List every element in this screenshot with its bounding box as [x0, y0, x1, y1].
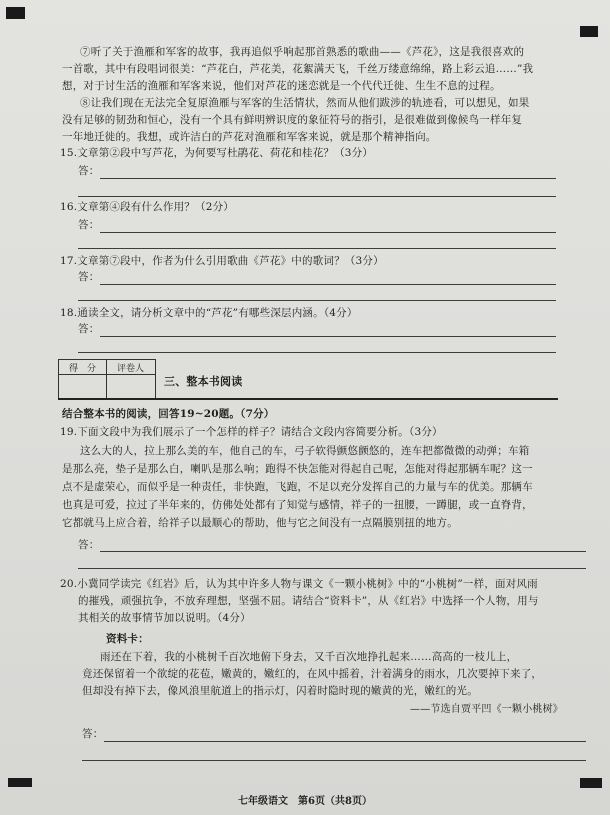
answer-line-16a[interactable]	[100, 232, 556, 233]
score-box-divider	[106, 360, 107, 398]
q19-excerpt-line4: 也真是可爱，拉过了半年来的，仿佛处处都有了知觉与感情，祥子的一扭腰，一蹲腿，或一直脊背，	[62, 499, 533, 511]
question-20-line3: 其相关的故事情节加以说明。（4分）	[78, 612, 251, 624]
answer-line-18b[interactable]	[78, 352, 556, 353]
answer-line-20a[interactable]	[104, 741, 586, 742]
answer-line-15b[interactable]	[78, 196, 556, 197]
passage-p8-line1: ⑧让我们现在无法完全复原渔雁与军客的生活情状，然而从他们跋涉的轨迹看，可以想见，如果	[80, 97, 530, 109]
q19-excerpt-line3: 点不是虚荣心，而似乎是一种责任，非快跑，飞跑，不足以充分发挥自己的力量与车的优美。那辆车	[62, 481, 533, 493]
question-20-line2: 的摧残，顽强抗争，不放弃理想，坚强不屈。请结合“资料卡”，从《红岩》中选择一个人物，用与	[78, 595, 539, 607]
page-footer: 七年级语文 第6页（共8页）	[238, 796, 372, 807]
answer-line-18a[interactable]	[100, 336, 556, 337]
resource-card-line2: 竟还保留着一个欲绽的花苞，嫩黄的，嫩红的，在风中摇着，汁着满身的雨水，几次要掉下来了，	[82, 668, 543, 680]
answer-line-19a[interactable]	[100, 551, 586, 552]
question-15: 15.文章第②段中写芦花，为何要写杜鹃花、荷花和桂花？（3分）	[60, 147, 374, 159]
answer-line-20b[interactable]	[82, 760, 586, 761]
resource-card-line3: 但却没有掉下去，像风浪里航道上的指示灯，闪着时隐时现的嫩黄的光，嫩红的光。	[82, 685, 478, 697]
answer-label-20: 答：	[82, 728, 104, 740]
answer-label-15: 答：	[78, 165, 100, 177]
section-3-instruction: 结合整本书的阅读，回答19~20题。（7分）	[62, 408, 275, 420]
resource-card-source: ——节选自贾平凹《一颗小桃树》	[410, 704, 563, 715]
answer-line-19b[interactable]	[78, 568, 586, 569]
section-3-title: 三、整本书阅读	[164, 375, 243, 388]
registration-mark-top-left	[6, 7, 25, 19]
answer-line-15a[interactable]	[100, 178, 556, 179]
question-19: 19.下面文段中为我们展示了一个怎样的样子？请结合文段内容简要分析。（3分）	[60, 426, 443, 438]
section-3-rule	[58, 398, 558, 400]
passage-p7-line1: ⑦听了关于渔雁和军客的故事，我再追似乎响起那首熟悉的歌曲——《芦花》，这是我很喜欢的	[80, 46, 525, 58]
registration-mark-top-right	[580, 26, 598, 37]
question-17: 17.文章第⑦段中，作者为什么引用歌曲《芦花》中的歌词？（3分）	[60, 255, 384, 267]
answer-line-16b[interactable]	[78, 248, 556, 249]
answer-label-19: 答：	[78, 539, 100, 551]
question-16: 16.文章第④段有什么作用？（2分）	[60, 201, 234, 213]
answer-label-18: 答：	[78, 323, 100, 335]
passage-p7-line3: 想，对于讨生活的渔雁和军客来说，他们对芦花的迷恋就是一个代代迁徙、生生不息的过程。	[62, 80, 501, 92]
q19-excerpt-line2: 是那么亮，垫子是那么白，喇叭是那么响；跑得不快怎能对得起自己呢，怎能对得起那辆车呢？这一	[62, 463, 533, 475]
resource-card-title: 资料卡：	[106, 633, 149, 645]
q19-excerpt-line1: 这么大的人，拉上那么美的车，他自己的车，弓子软得颤悠颤悠的，连车把都微微的动弹；车箱	[80, 445, 530, 457]
question-18: 18.通读全文，请分析文章中的“芦花”有哪些深层内涵。（4分）	[60, 307, 358, 319]
score-box	[58, 359, 156, 399]
registration-mark-bottom-left	[8, 778, 32, 787]
score-box-label-score: 得 分	[69, 364, 97, 374]
question-20-line1: 20.小冀同学读完《红岩》后，认为其中许多人物与课文《一颗小桃树》中的“小桃树”一样，面对风雨	[60, 578, 538, 590]
passage-p8-line3: 一年地迁徙的。我想，或许洁白的芦花对渔雁和军客来说，就是那个精神指向。	[62, 131, 437, 143]
passage-p8-line2: 没有足够的韧劲和恒心，没有一个具有鲜明辨识度的象征符号的指引，是很难做到像候鸟一样年复	[62, 114, 523, 126]
score-box-label-grader: 评卷人	[117, 364, 145, 374]
registration-mark-bottom-right	[580, 778, 602, 788]
answer-label-17: 答：	[78, 271, 100, 283]
answer-label-16: 答：	[78, 219, 100, 231]
q19-excerpt-line5: 它都就马上应合着，给祥子以最顺心的帮助，他与它之间没有一点隔膜别扭的地方。	[62, 517, 458, 529]
answer-line-17b[interactable]	[78, 300, 556, 301]
passage-p7-line2: 一首歌，其中有段唱词很美：“芦花白，芦花美，花絮满天飞，千丝万缕意绵绵，路上彩云追……”我	[62, 63, 534, 75]
resource-card-line1: 雨还在下着，我的小桃树千百次地俯下身去，又千百次地挣扎起来……高高的一枝儿上，	[100, 651, 518, 663]
answer-line-17a[interactable]	[100, 284, 556, 285]
